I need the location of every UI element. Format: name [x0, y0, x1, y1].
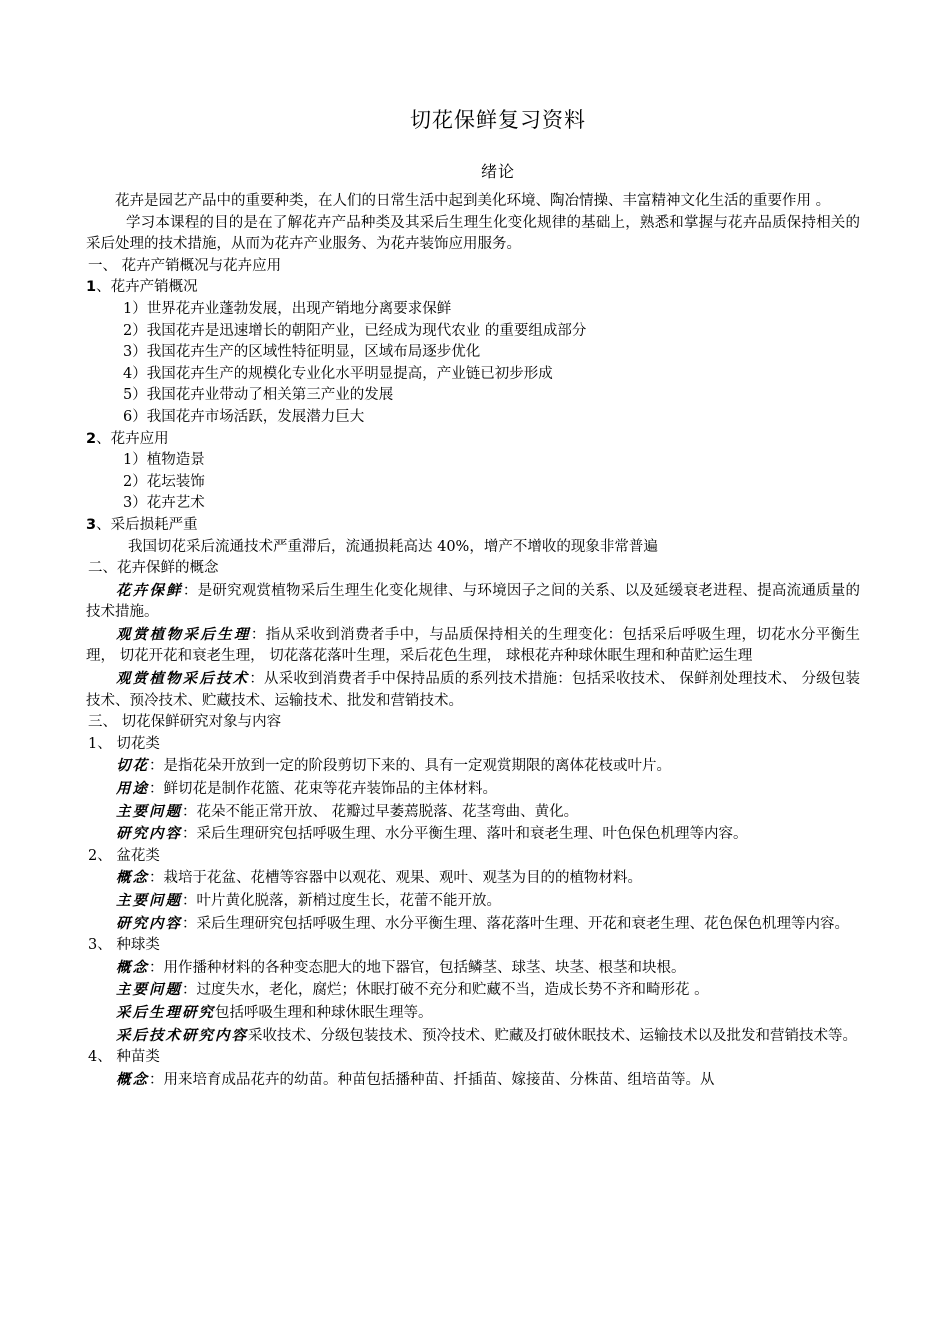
entry-text: ：过度失水，老化，腐烂；休眠打破不充分和贮藏不当，造成长势不齐和畸形花 。 [182, 982, 709, 999]
entry-term: 主要问题 [116, 802, 182, 820]
entry-text: 采收技术、分级包装技术、预冷技术、贮藏及打破休眠技术、运输技术以及批发和营销技术等。 [248, 1027, 857, 1044]
list-item: 1）植物造景 [123, 452, 205, 469]
entry-term: 概念 [116, 958, 149, 976]
document-body [86, 191, 860, 1091]
intro-paragraph-1: 花卉是园艺产品中的重要种类，在人们的日常生活中起到美化环境、陶冶情操、丰富精神文化生活的重要作用 。 [115, 193, 831, 209]
category-entry [86, 801, 860, 824]
entry-term: 研究内容 [116, 914, 182, 932]
subsection-title: 、采后损耗严重 [96, 516, 198, 533]
definition-postharvest-physiology [86, 624, 860, 668]
section-heading-3: 三、 切花保鲜研究对象与内容 [88, 714, 282, 731]
loss-paragraph: 我国切花采后流通技术严重滞后，流通损耗高达 40%，增产不增收的现象非常普遍 [128, 538, 658, 555]
entry-text: ：是指花朵开放到一定的阶段剪切下来的、具有一定观赏期限的离体花枝或叶片。 [149, 758, 671, 775]
entry-text: ：采后生理研究包括呼吸生理、水分平衡生理、落花落叶生理、开花和衰老生理、花色保色机理等内容。 [182, 915, 849, 932]
category-entry [86, 1025, 860, 1048]
definition-postharvest-technology [86, 668, 860, 712]
list-item: 2）我国花卉是迅速增长的朝阳产业，已经成为现代农业 的重要组成部分 [123, 322, 587, 339]
entry-term: 概念 [116, 869, 149, 887]
category-entry [86, 823, 860, 846]
category-entry [86, 1069, 860, 1092]
subsection-number: 1 [86, 279, 97, 296]
definition-text: ：指从采收到消费者手中，与品质保持相关的生理变化：包括采后呼吸生理，切花水分平衡生理， 切花开花和衰老生理， 切花落花落叶生理，采后花色生理， 球根花卉种球休眠生理和种苗贮运生理 [86, 626, 861, 665]
entry-text: ：鲜切花是制作花篮、花束等花卉装饰品的主体材料。 [149, 781, 497, 798]
list-item: 6）我国花卉市场活跃，发展潜力巨大 [123, 408, 365, 425]
section-heading-2: 二、花卉保鲜的概念 [88, 560, 219, 577]
entry-text: ：用来培育成品花卉的幼苗。种苗包括播种苗、扦插苗、嫁接苗、分株苗、组培苗等。从 [149, 1071, 715, 1088]
list-item: 5）我国花卉业带动了相关第三产业的发展 [123, 387, 394, 404]
category-entry [86, 755, 860, 778]
intro-paragraph-2: 学习本课程的目的是在了解花卉产品种类及其采后生理生化变化规律的基础上，熟悉和掌握与花卉品质保持相关的采后处理的技术措施，从而为花卉产业服务、为花卉装饰应用服务。 [86, 214, 860, 253]
subsection-number: 2 [86, 430, 97, 447]
category-entry [86, 979, 860, 1002]
category-heading-cut-flowers: 1、 切花类 [88, 735, 160, 752]
category-entry [86, 778, 860, 801]
definition-flower-preservation [86, 580, 860, 624]
entry-text: ：用作播种材料的各种变态肥大的地下器官，包括鳞茎、球茎、块茎、根茎和块根。 [149, 959, 686, 976]
subsection-heading-1-1 [86, 277, 860, 299]
category-heading-bulbs: 3、 种球类 [88, 937, 160, 954]
entry-text: ：叶片黄化脱落，新梢过度生长，花蕾不能开放。 [182, 893, 501, 909]
subsection-title: 、花卉产销概况 [96, 279, 198, 296]
category-entry [86, 890, 860, 913]
entry-term: 用途 [116, 780, 149, 798]
definition-term: 观赏植物采后技术 [116, 670, 250, 688]
list-item: 4）我国花卉生产的规模化专业化水平明显提高，产业链已初步形成 [123, 365, 553, 382]
category-entry [86, 867, 860, 890]
subsection-heading-1-3 [86, 515, 860, 537]
chapter-heading: 绪论 [480, 162, 515, 181]
list-item: 2）花坛装饰 [123, 473, 205, 490]
entry-text: ：栽培于花盆、花槽等容器中以观花、观果、观叶、观茎为目的的植物材料。 [149, 870, 642, 887]
category-entry [86, 957, 860, 980]
category-entry [86, 1002, 860, 1025]
definition-text: ：从采收到消费者手中保持品质的系列技术措施：包括采收技术、 保鲜剂处理技术、 分级包装技术、预冷技术、贮藏技术、运输技术、批发和营销技术。 [86, 671, 860, 709]
list-item: 3）我国花卉生产的区域性特征明显，区域布局逐步优化 [123, 344, 481, 361]
entry-term: 采后生理研究 [116, 1003, 215, 1021]
entry-term: 切花 [116, 757, 149, 775]
entry-term: 主要问题 [116, 981, 182, 999]
entry-text: ：花朵不能正常开放、 花瓣过早萎蔫脱落、花茎弯曲、黄化。 [182, 803, 579, 820]
entry-term: 主要问题 [116, 892, 182, 909]
list-item: 1）世界花卉业蓬勃发展，出现产销地分离要求保鲜 [123, 300, 452, 317]
subsection-title: 、花卉应用 [96, 430, 169, 447]
category-heading-seedlings: 4、 种苗类 [88, 1049, 160, 1066]
entry-term: 概念 [116, 1070, 149, 1088]
definition-term: 观赏植物采后生理 [116, 625, 251, 643]
entry-term: 研究内容 [116, 825, 182, 843]
list-item: 3）花卉艺术 [123, 495, 205, 512]
entry-term: 采后技术研究内容 [116, 1026, 248, 1044]
entry-text: 包括呼吸生理和种球休眠生理等。 [215, 1004, 433, 1021]
definition-text: ：是研究观赏植物采后生理生化变化规律、与环境因子之间的关系、以及延缓衰老进程、提高流通质量的技术措施。 [86, 582, 861, 621]
subsection-number: 3 [86, 516, 97, 533]
entry-text: ：采后生理研究包括呼吸生理、水分平衡生理、落叶和衰老生理、叶色保色机理等内容。 [182, 826, 748, 843]
subsection-heading-1-2 [86, 429, 860, 451]
category-heading-potted-flowers: 2、 盆花类 [88, 847, 160, 864]
document-title: 切花保鲜复习资料 [410, 108, 586, 132]
definition-term: 花卉保鲜 [116, 581, 183, 599]
category-entry [86, 913, 860, 936]
section-heading-1: 一、 花卉产销概况与花卉应用 [88, 257, 282, 274]
